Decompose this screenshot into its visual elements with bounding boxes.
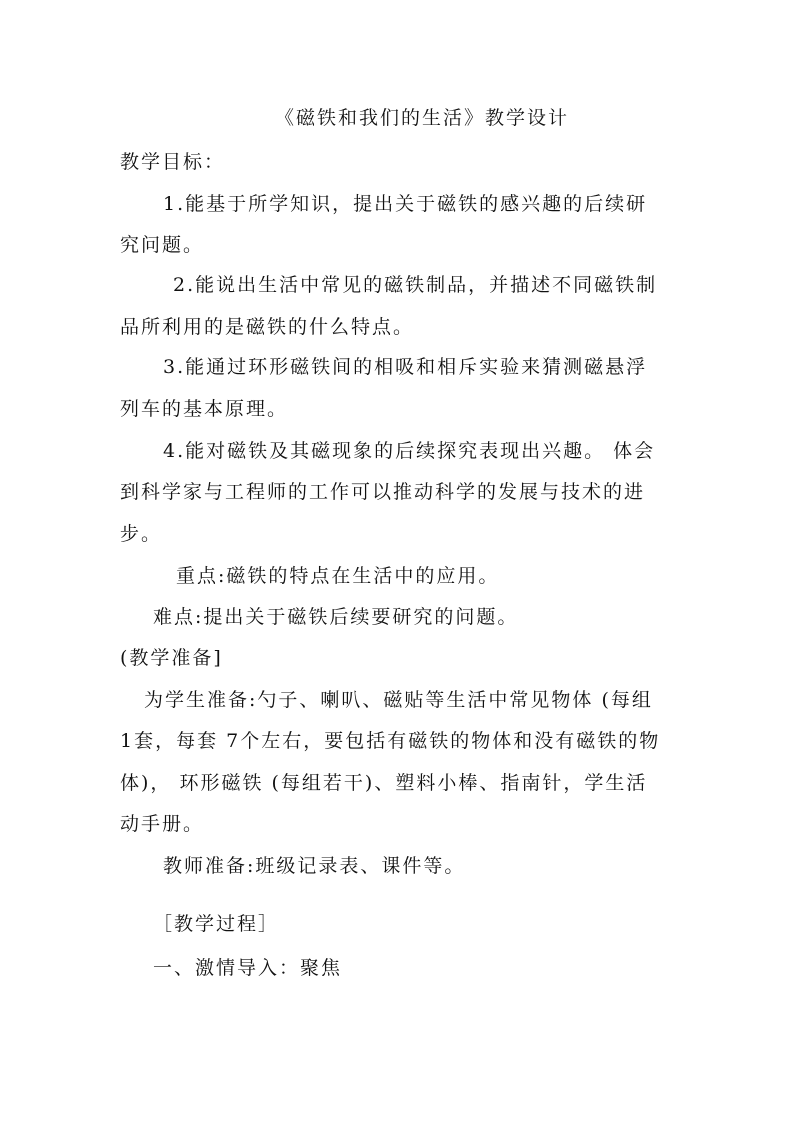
difficult-point: 难点:提出关于磁铁后续要研究的问题。 <box>153 606 519 628</box>
key-point: 重点:磁铁的特点在生活中的应用。 <box>176 565 500 587</box>
objective-3-line-2: 列车的基本原理。 <box>120 398 289 420</box>
objective-2-line-1: 2.能说出生活中常见的磁铁制品，并描述不同磁铁制 <box>173 274 658 296</box>
teacher-prep: 教师准备:班级记录表、课件等。 <box>163 855 466 877</box>
process-heading: ［教学过程］ <box>153 913 280 935</box>
objective-4-line-2: 到科学家与工程师的工作可以推动科学的发展与技术的进 <box>120 481 646 503</box>
objective-1-line-2: 究问题。 <box>120 234 205 256</box>
preparation-heading: (教学准备] <box>120 647 223 669</box>
section-one-heading: 一、激情导入：聚焦 <box>153 957 343 979</box>
student-prep-line-3: 体)， 环形磁铁 (每组若干)、塑料小棒、指南针，学生活 <box>120 772 648 794</box>
objective-3-line-1: 3.能通过环形磁铁间的相吸和相斥实验来猜测磁悬浮 <box>163 356 648 378</box>
student-prep-line-4: 动手册。 <box>120 813 205 835</box>
objective-4-line-1: 4.能对磁铁及其磁现象的后续探究表现出兴趣。 体会 <box>163 440 656 462</box>
objectives-heading: 教学目标： <box>120 151 226 173</box>
student-prep-line-1: 为学生准备:勺子、喇叭、磁贴等生活中常见物体 (每组 <box>144 689 653 711</box>
document-title: 《磁铁和我们的生活》教学设计 <box>275 107 570 129</box>
student-prep-line-2: 1套，每套 7个左右，要包括有磁铁的物体和没有磁铁的物 <box>120 730 661 752</box>
objective-4-line-3: 步。 <box>120 523 163 545</box>
objective-1-line-1: 1.能基于所学知识，提出关于磁铁的感兴趣的后续研 <box>163 193 648 215</box>
objective-2-line-2: 品所利用的是磁铁的什么特点。 <box>120 316 415 338</box>
